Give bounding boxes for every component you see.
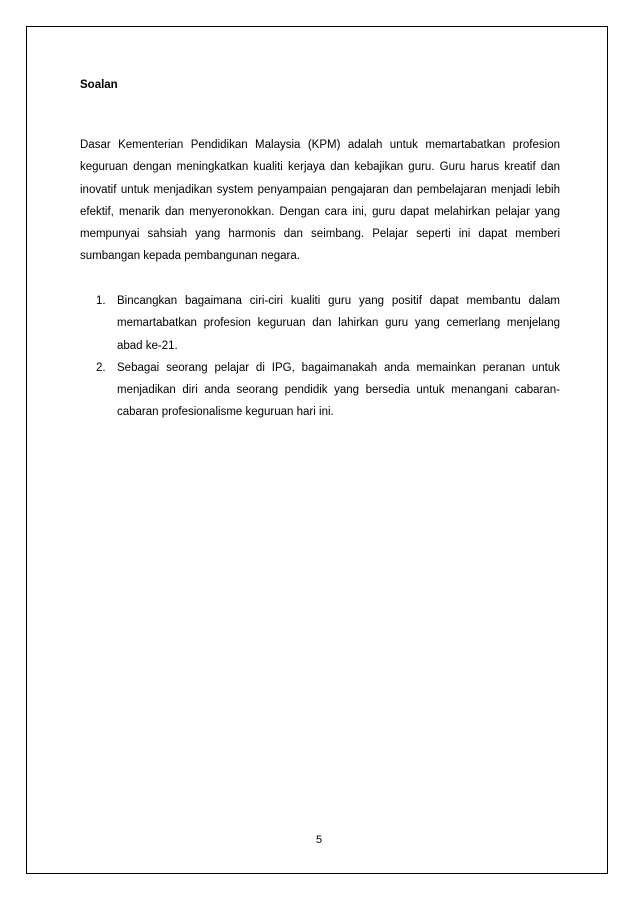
question-number: 1. — [96, 295, 106, 307]
question-list — [80, 290, 560, 424]
heading-soalan: Soalan — [80, 79, 118, 91]
page-number: 5 — [315, 834, 323, 846]
question-item-1 — [80, 290, 560, 357]
question-item-2 — [80, 357, 560, 424]
intro-paragraph: Dasar Kementerian Pendidikan Malaysia (KPM) adalah untuk memartabatkan profesion keguruan dengan meningkatkan kualiti kerjaya dan kebajikan guru. Guru harus kreatif dan inovatif untuk menjadikan system penyampaian pengajaran dan pembelajaran menjadi lebih efektif, menarik dan menyeronokkan. Dengan cara ini, guru dapat melahirkan pelajar yang mempunyai sahsiah yang harmonis dan seimbang. Pelajar seperti ini dapat memberi sumbangan kepada pembangunan negara. — [80, 139, 560, 263]
question-number: 2. — [96, 361, 106, 374]
question-text: Sebagai seorang pelajar di IPG, bagaimanakah anda memainkan peranan untuk menjadikan diri anda seorang pendidik yang bersedia untuk menangani cabaran-cabaran profesionalisme keguruan hari ini. — [117, 361, 560, 419]
question-text: Bincangkan bagaimana ciri-ciri kualiti guru yang positif dapat membantu dalam memartabatkan profesion keguruan dan lahirkan guru yang cemerlang menjelang abad ke-21. — [117, 295, 560, 352]
